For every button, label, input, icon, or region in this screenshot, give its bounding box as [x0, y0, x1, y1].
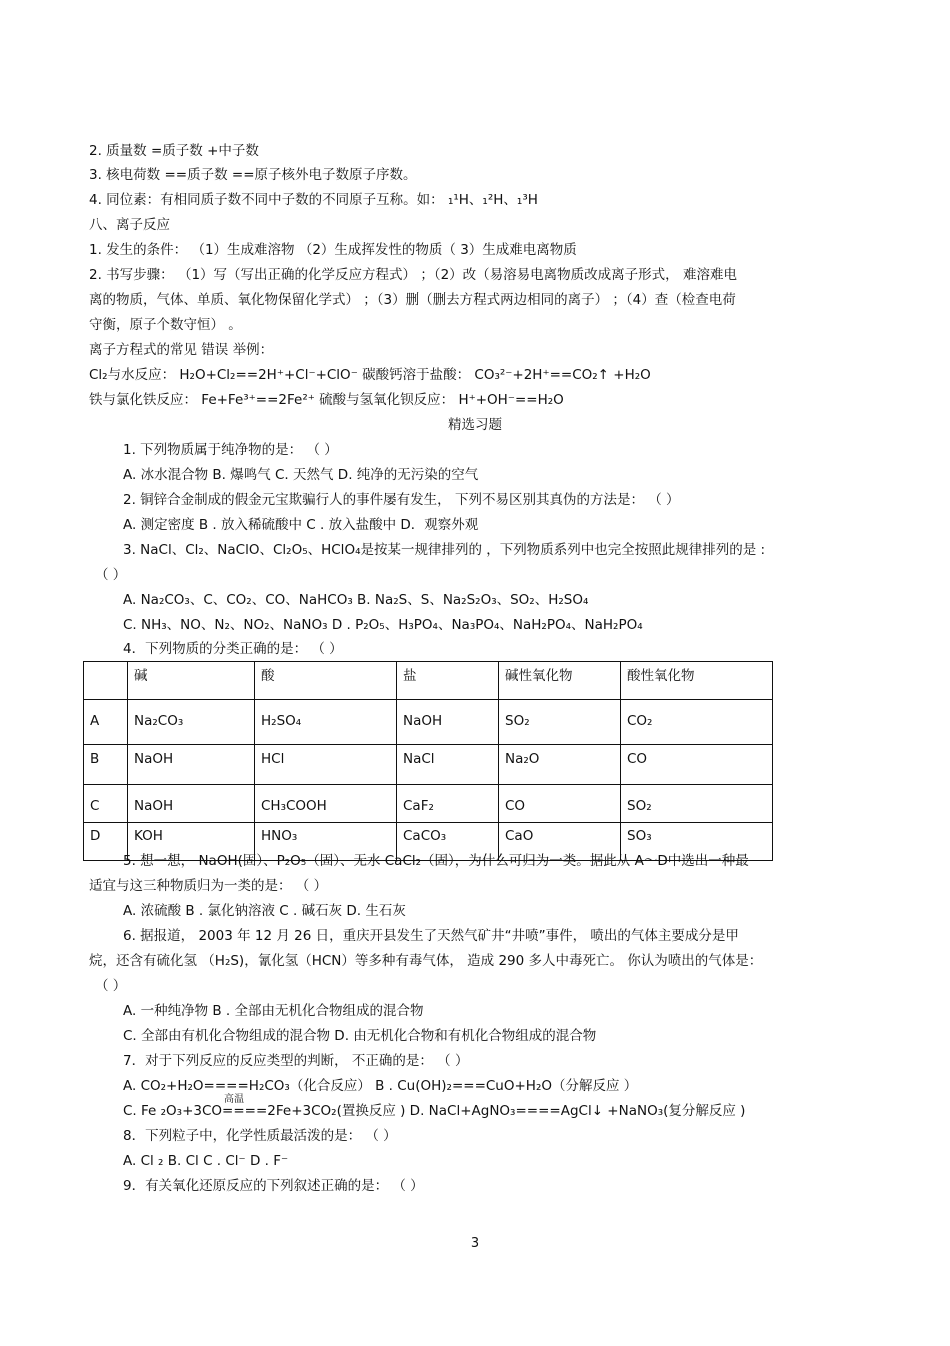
text-line: 离的物质，气体、单质、氧化物保留化学式） ；（3）删（删去方程式两边相同的离子） ；（4）查（检查电荷: [89, 292, 736, 308]
option-line: C. 全部由有机化合物组成的混合物 D. 由无机化合物和有机化合物组成的混合物: [123, 1028, 597, 1044]
table-cell: Na₂O: [499, 745, 621, 785]
text-line: 2. 书写步骤： （1）写（写出正确的化学反应方程式） ；（2）改（易溶易电离物质改成离子形式， 难溶难电: [89, 267, 737, 283]
table-cell: Na₂CO₃: [128, 700, 255, 745]
question-line: 适宜与这三种物质归为一类的是： （ ）: [89, 878, 328, 894]
question-line: 7．对于下列反应的反应类型的判断， 不正确的是： （ ）: [123, 1053, 469, 1069]
text-line: Cl₂与水反应： H₂O+Cl₂==2H⁺+Cl⁻+ClO⁻ 碳酸钙溶于盐酸： CO₃²⁻+2H⁺==CO₂↑ +H₂O: [89, 367, 651, 383]
question-line: 2. 铜锌合金制成的假金元宝欺骗行人的事件屡有发生， 下列不易区别其真伪的方法是： （ ）: [123, 492, 680, 508]
table-cell: SO₂: [621, 785, 773, 823]
table-row: [84, 785, 773, 823]
reaction-condition-label: 高温: [224, 1094, 244, 1105]
table-cell: [84, 662, 128, 700]
option-line: A. 冰水混合物 B. 爆鸣气 C. 天然气 D. 纯净的无污染的空气: [123, 467, 479, 483]
question-line: （ ）: [95, 978, 127, 994]
question-line: 1. 下列物质属于纯净物的是： （ ）: [123, 442, 338, 458]
table-cell: 碱性氧化物: [499, 662, 621, 700]
table-cell: HNO₃: [255, 823, 397, 861]
option-line: C. NH₃、NO、N₂、NO₂、NaNO₃ D . P₂O₅、H₃PO₄、Na₃PO₄、NaH₂PO₄、NaH₂PO₄: [123, 617, 643, 633]
question-line: 6. 据报道， 2003 年 12 月 26 日，重庆开县发生了天然气矿井“井喷”事件， 喷出的气体主要成分是甲: [123, 928, 739, 944]
option-line: C. Fe ₂O₃+3CO====2Fe+3CO₂(置换反应 ) D. NaCl+AgNO₃====AgCl↓ +NaNO₃(复分解反应 ): [123, 1103, 746, 1119]
text-line: 3. 核电荷数 ==质子数 ==原子核外电子数原子序数。: [89, 167, 417, 183]
text-line: 守衡，原子个数守恒） 。: [89, 317, 242, 333]
text-line: 4. 同位素：有相同质子数不同中子数的不同原子互称。如： ₁¹H、₁²H、₁³H: [89, 192, 538, 208]
table-cell: A: [84, 700, 128, 745]
table-cell: CH₃COOH: [255, 785, 397, 823]
table-cell: 碱: [128, 662, 255, 700]
table-cell: D: [84, 823, 128, 861]
section-heading: 精选习题: [448, 417, 502, 433]
option-line: A. Cl ₂ B. Cl C . Cl⁻ D . F⁻: [123, 1153, 289, 1169]
table-cell: SO₂: [499, 700, 621, 745]
question-line: 8．下列粒子中，化学性质最活泼的是： （ ）: [123, 1128, 397, 1144]
question-line: 3. NaCl、Cl₂、NaClO、Cl₂O₅、HClO₄是按某一规律排列的 ，下列物质系列中也完全按照此规律排列的是 :: [123, 542, 766, 558]
table-cell: CaF₂: [397, 785, 499, 823]
option-line: A. Na₂CO₃、C、CO₂、CO、NaHCO₃ B. Na₂S、S、Na₂S₂O₃、SO₂、H₂SO₄: [123, 592, 589, 608]
table-cell: NaCl: [397, 745, 499, 785]
option-line: A. 一种纯净物 B . 全部由无机化合物组成的混合物: [123, 1003, 424, 1019]
question-line: 5. 想一想， NaOH(固）、P₂O₅（固）、无水 CaCl₂（固），为什么可归为一类。据此从 A～D中选出一种最: [123, 853, 749, 869]
question-line: 9．有关氧化还原反应的下列叙述正确的是： （ ）: [123, 1178, 424, 1194]
table-cell: KOH: [128, 823, 255, 861]
table-cell: NaOH: [128, 785, 255, 823]
table-cell: 酸性氧化物: [621, 662, 773, 700]
section-heading: 八、离子反应: [89, 217, 170, 233]
table-cell: 酸: [255, 662, 397, 700]
option-line: A. CO₂+H₂O====H₂CO₃（化合反应） B . Cu(OH)₂===CuO+H₂O（分解反应 ）: [123, 1078, 638, 1094]
table-header-row: [84, 662, 773, 700]
table-cell: NaOH: [397, 700, 499, 745]
question-line: （ ）: [95, 567, 127, 583]
question-line: 烷，还含有硫化氢 （H₂S)，氰化氢（HCN）等多种有毒气体， 造成 290 多人中毒死亡。 你认为喷出的气体是：: [89, 953, 763, 969]
option-line: A. 浓硫酸 B . 氯化钠溶液 C . 碱石灰 D. 生石灰: [123, 903, 406, 919]
option-line: A. 测定密度 B . 放入稀硫酸中 C . 放入盐酸中 D．观察外观: [123, 517, 479, 533]
table-cell: CO₂: [621, 700, 773, 745]
table-cell: HCl: [255, 745, 397, 785]
question-line: 4．下列物质的分类正确的是： （ ）: [123, 641, 343, 657]
table-cell: CO: [621, 745, 773, 785]
table-row: [84, 700, 773, 745]
text-line: 离子方程式的常见 错误 举例：: [89, 342, 274, 358]
table-cell: NaOH: [128, 745, 255, 785]
table-cell: 盐: [397, 662, 499, 700]
page-number: 3: [470, 1236, 480, 1251]
text-line: 1. 发生的条件： （1）生成难溶物 （2）生成挥发性的物质（ 3）生成难电离物质: [89, 242, 577, 258]
text-line: 2. 质量数 =质子数 +中子数: [89, 143, 259, 159]
table-row: [84, 745, 773, 785]
text-line: 铁与氯化铁反应： Fe+Fe³⁺==2Fe²⁺ 硫酸与氢氧化钡反应： H⁺+OH⁻==H₂O: [89, 392, 564, 408]
table-cell: C: [84, 785, 128, 823]
classification-table: [83, 661, 773, 861]
table-cell: CaCO₃: [397, 823, 499, 861]
table-cell: CO: [499, 785, 621, 823]
table-cell: H₂SO₄: [255, 700, 397, 745]
table-cell: SO₃: [621, 823, 773, 861]
table-cell: B: [84, 745, 128, 785]
table-cell: CaO: [499, 823, 621, 861]
